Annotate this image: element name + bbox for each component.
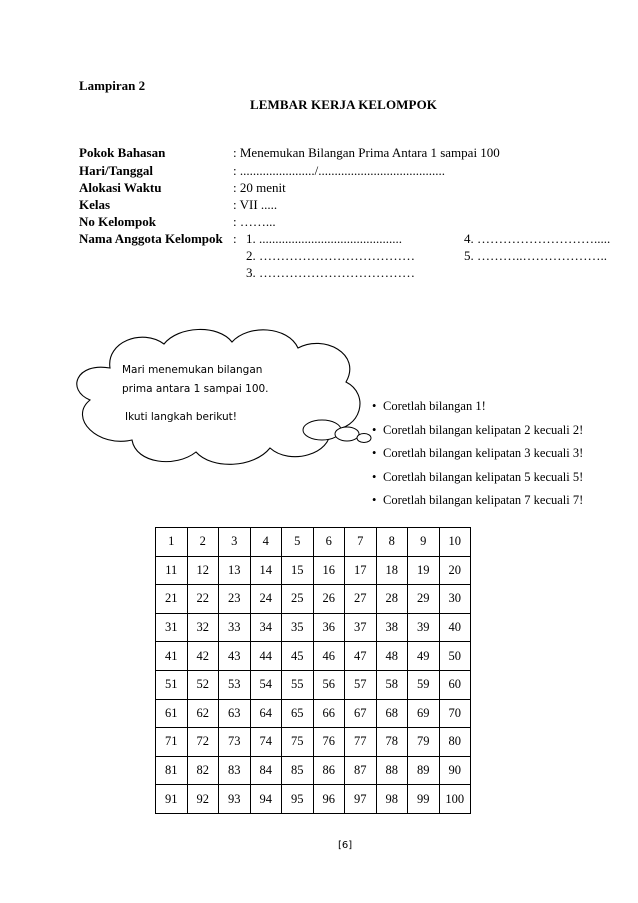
info-label-alokasi-waktu: Alokasi Waktu — [79, 180, 162, 195]
grid-row — [156, 642, 471, 671]
instruction-item: • Coretlah bilangan 1! — [372, 396, 583, 420]
grid-cell[interactable]: 30 — [439, 585, 471, 614]
grid-cell[interactable]: 53 — [219, 670, 251, 699]
grid-cell[interactable]: 22 — [187, 585, 219, 614]
grid-cell[interactable]: 23 — [219, 585, 251, 614]
grid-cell[interactable]: 90 — [439, 756, 471, 785]
cloud-text-line-2: prima antara 1 sampai 100. — [122, 383, 269, 395]
grid-cell[interactable]: 43 — [219, 642, 251, 671]
grid-cell[interactable]: 47 — [345, 642, 377, 671]
grid-cell[interactable]: 37 — [345, 613, 377, 642]
grid-cell[interactable]: 31 — [156, 613, 188, 642]
info-label-hari-tanggal: Hari/Tanggal — [79, 163, 153, 178]
bullet-icon: • — [372, 422, 377, 437]
member-4: 4. ………………………..... — [464, 231, 611, 246]
bullet-icon: • — [372, 493, 377, 507]
grid-row — [156, 585, 471, 614]
info-label-no-kelompok: No Kelompok — [79, 214, 156, 229]
info-value-pokok-bahasan: : Menemukan Bilangan Prima Antara 1 sampai 100 — [233, 145, 500, 160]
grid-cell[interactable]: 64 — [250, 699, 282, 728]
grid-cell[interactable]: 91 — [156, 785, 188, 814]
grid-cell[interactable]: 28 — [376, 585, 408, 614]
grid-cell[interactable]: 79 — [408, 728, 440, 757]
grid-cell[interactable]: 81 — [156, 756, 188, 785]
grid-cell[interactable]: 86 — [313, 756, 345, 785]
grid-cell[interactable]: 95 — [282, 785, 314, 814]
instruction-item: • Coretlah bilangan kelipatan 7 kecuali 7! — [372, 490, 583, 514]
grid-cell[interactable]: 33 — [219, 613, 251, 642]
grid-cell[interactable]: 3 — [219, 528, 251, 557]
grid-cell[interactable]: 24 — [250, 585, 282, 614]
grid-cell[interactable]: 62 — [187, 699, 219, 728]
grid-cell[interactable]: 52 — [187, 670, 219, 699]
grid-cell[interactable]: 94 — [250, 785, 282, 814]
grid-cell[interactable]: 17 — [345, 556, 377, 585]
grid-cell[interactable]: 67 — [345, 699, 377, 728]
grid-cell[interactable]: 26 — [313, 585, 345, 614]
bullet-icon: • — [372, 469, 377, 484]
grid-cell[interactable]: 93 — [219, 785, 251, 814]
grid-cell[interactable]: 34 — [250, 613, 282, 642]
instruction-item: • Coretlah bilangan kelipatan 2 kecuali 2! — [372, 420, 583, 444]
grid-cell[interactable]: 72 — [187, 728, 219, 757]
grid-cell[interactable]: 60 — [439, 670, 471, 699]
grid-cell[interactable]: 68 — [376, 699, 408, 728]
grid-cell[interactable]: 36 — [313, 613, 345, 642]
grid-cell[interactable]: 21 — [156, 585, 188, 614]
grid-cell[interactable]: 9 — [408, 528, 440, 557]
cloud-text-line-1: Mari menemukan bilangan — [122, 364, 263, 376]
grid-cell[interactable]: 7 — [345, 528, 377, 557]
info-value-hari-tanggal: : ......................./....................................... — [233, 163, 445, 178]
info-value-no-kelompok: : ……... — [233, 214, 276, 229]
grid-row — [156, 670, 471, 699]
info-label-nama-anggota: Nama Anggota Kelompok — [79, 231, 223, 246]
info-value-nama-anggota: : — [233, 231, 237, 246]
grid-cell[interactable]: 11 — [156, 556, 188, 585]
page-number: [6] — [338, 840, 353, 851]
grid-cell[interactable]: 2 — [187, 528, 219, 557]
grid-cell[interactable]: 50 — [439, 642, 471, 671]
grid-cell[interactable]: 73 — [219, 728, 251, 757]
grid-cell[interactable]: 42 — [187, 642, 219, 671]
grid-cell[interactable]: 61 — [156, 699, 188, 728]
info-label-pokok-bahasan: Pokok Bahasan — [79, 145, 166, 160]
grid-cell[interactable]: 85 — [282, 756, 314, 785]
grid-cell[interactable]: 76 — [313, 728, 345, 757]
grid-cell[interactable]: 16 — [313, 556, 345, 585]
grid-cell[interactable]: 14 — [250, 556, 282, 585]
page-title: LEMBAR KERJA KELOMPOK — [250, 97, 438, 112]
grid-cell[interactable]: 75 — [282, 728, 314, 757]
grid-cell[interactable]: 100 — [439, 785, 471, 814]
grid-row — [156, 699, 471, 728]
grid-cell[interactable]: 69 — [408, 699, 440, 728]
grid-cell[interactable]: 59 — [408, 670, 440, 699]
grid-cell[interactable]: 97 — [345, 785, 377, 814]
grid-cell[interactable]: 20 — [439, 556, 471, 585]
grid-cell[interactable]: 41 — [156, 642, 188, 671]
bullet-icon: • — [372, 446, 377, 460]
info-value-alokasi-waktu: : 20 menit — [233, 180, 286, 195]
grid-cell[interactable]: 18 — [376, 556, 408, 585]
grid-cell[interactable]: 45 — [282, 642, 314, 671]
grid-cell[interactable]: 83 — [219, 756, 251, 785]
member-1: 1. ............................................ — [246, 231, 402, 246]
grid-cell[interactable]: 92 — [187, 785, 219, 814]
grid-cell[interactable]: 8 — [376, 528, 408, 557]
grid-cell[interactable]: 74 — [250, 728, 282, 757]
grid-cell[interactable]: 99 — [408, 785, 440, 814]
grid-cell[interactable]: 80 — [439, 728, 471, 757]
grid-cell[interactable]: 49 — [408, 642, 440, 671]
grid-cell[interactable]: 6 — [313, 528, 345, 557]
grid-cell[interactable]: 96 — [313, 785, 345, 814]
grid-cell[interactable]: 44 — [250, 642, 282, 671]
grid-cell[interactable]: 10 — [439, 528, 471, 557]
grid-cell[interactable]: 82 — [187, 756, 219, 785]
grid-cell[interactable]: 58 — [376, 670, 408, 699]
grid-cell[interactable]: 19 — [408, 556, 440, 585]
grid-cell[interactable]: 38 — [376, 613, 408, 642]
bullet-icon: • — [372, 399, 377, 413]
grid-cell[interactable]: 29 — [408, 585, 440, 614]
grid-cell[interactable]: 87 — [345, 756, 377, 785]
grid-cell[interactable]: 1 — [156, 528, 188, 557]
grid-cell[interactable]: 88 — [376, 756, 408, 785]
grid-cell[interactable]: 25 — [282, 585, 314, 614]
grid-cell[interactable]: 12 — [187, 556, 219, 585]
grid-cell[interactable]: 4 — [250, 528, 282, 557]
grid-cell[interactable]: 40 — [439, 613, 471, 642]
grid-cell[interactable]: 55 — [282, 670, 314, 699]
grid-cell[interactable]: 5 — [282, 528, 314, 557]
grid-cell[interactable]: 77 — [345, 728, 377, 757]
grid-row — [156, 528, 471, 557]
grid-cell[interactable]: 71 — [156, 728, 188, 757]
number-grid — [155, 527, 471, 814]
grid-cell[interactable]: 70 — [439, 699, 471, 728]
grid-cell[interactable]: 98 — [376, 785, 408, 814]
cloud-text-line-3: Ikuti langkah berikut! — [125, 411, 237, 423]
instruction-item: • Coretlah bilangan kelipatan 5 kecuali 5! — [372, 467, 583, 491]
grid-cell[interactable]: 63 — [219, 699, 251, 728]
grid-cell[interactable]: 32 — [187, 613, 219, 642]
grid-cell[interactable]: 56 — [313, 670, 345, 699]
grid-cell[interactable]: 78 — [376, 728, 408, 757]
grid-row — [156, 785, 471, 814]
grid-cell[interactable]: 54 — [250, 670, 282, 699]
grid-cell[interactable]: 51 — [156, 670, 188, 699]
member-2: 2. ……………………………… — [246, 248, 415, 263]
member-5: 5. ………..……………….. — [464, 248, 607, 263]
grid-cell[interactable]: 39 — [408, 613, 440, 642]
grid-cell[interactable]: 13 — [219, 556, 251, 585]
grid-cell[interactable]: 57 — [345, 670, 377, 699]
thought-cloud-icon — [62, 320, 392, 470]
info-value-kelas: : VII ..... — [233, 197, 278, 212]
grid-cell[interactable]: 27 — [345, 585, 377, 614]
info-label-kelas: Kelas — [79, 197, 111, 212]
instruction-list — [372, 396, 583, 514]
grid-cell[interactable]: 89 — [408, 756, 440, 785]
grid-cell[interactable]: 65 — [282, 699, 314, 728]
grid-cell[interactable]: 46 — [313, 642, 345, 671]
grid-cell[interactable]: 35 — [282, 613, 314, 642]
grid-cell[interactable]: 15 — [282, 556, 314, 585]
grid-row — [156, 728, 471, 757]
instruction-item: • Coretlah bilangan kelipatan 3 kecuali 3! — [372, 443, 583, 467]
grid-cell[interactable]: 66 — [313, 699, 345, 728]
lampiran-label: Lampiran 2 — [79, 78, 146, 93]
grid-row — [156, 556, 471, 585]
grid-row — [156, 756, 471, 785]
member-3: 3. ……………………………… — [246, 265, 415, 280]
grid-cell[interactable]: 84 — [250, 756, 282, 785]
grid-row — [156, 613, 471, 642]
grid-cell[interactable]: 48 — [376, 642, 408, 671]
